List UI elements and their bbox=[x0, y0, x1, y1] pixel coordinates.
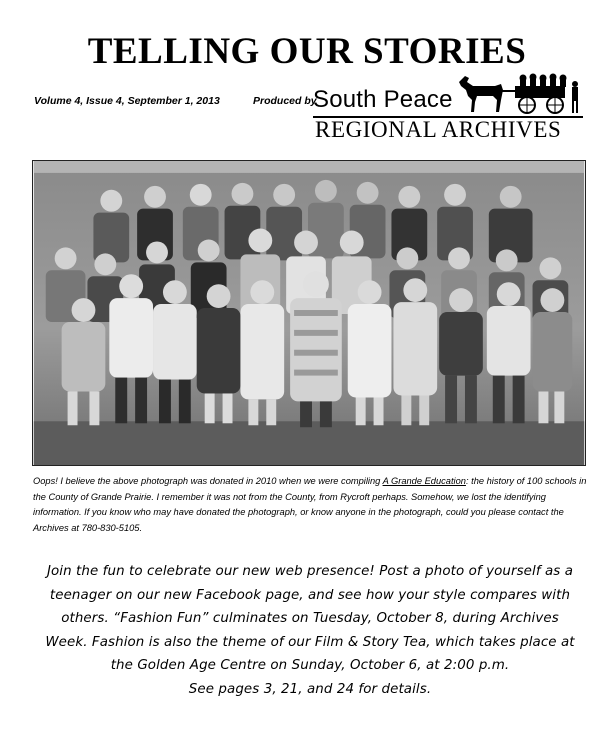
announcement-line: Week. Fashion is also the theme of our Film & Story Tea, which takes place at bbox=[45, 634, 575, 650]
caption-text-1: Oops! I believe the above photograph was donated in 2010 when we were compiling bbox=[33, 476, 383, 486]
photo-caption bbox=[33, 474, 593, 536]
logo-south-peace: South Peace bbox=[313, 86, 453, 113]
horse-wagon-logo-icon bbox=[455, 72, 585, 118]
announcement-text bbox=[20, 560, 600, 701]
announcement-line: Join the fun to celebrate our new web presence! Post a photo of yourself as a bbox=[46, 564, 574, 579]
issue-info: Volume 4, Issue 4, September 1, 2013 bbox=[34, 95, 220, 107]
announcement-line: the Golden Age Centre on Sunday, October 6, at 2:00 p.m. bbox=[110, 658, 510, 673]
announcement-line: See pages 3, 21, and 24 for details. bbox=[188, 681, 432, 697]
newsletter-title: TELLING OUR STORIES bbox=[87, 31, 527, 72]
produced-by-label: Produced by bbox=[253, 95, 317, 107]
logo-regional-archives: REGIONAL ARCHIVES bbox=[315, 117, 562, 142]
announcement-line: teenager on our new Facebook page, and see how your style compares with bbox=[49, 587, 571, 603]
caption-text-2: : the history of 100 schools in the County of Grande Prairie. I remember it was not from the County, from Rycroft perhaps. Somehow, we lost the identifying information. If you know who may have donated the photograph, or know anyone in the photograph, could you please contact the Archives at 780-830-5105. bbox=[33, 476, 587, 533]
class-photo-image bbox=[32, 160, 586, 466]
announcement-line: others. “Fashion Fun” culminates on Tuesday, October 8, during Archives bbox=[61, 611, 559, 626]
caption-book-title: A Grande Education bbox=[382, 476, 466, 486]
